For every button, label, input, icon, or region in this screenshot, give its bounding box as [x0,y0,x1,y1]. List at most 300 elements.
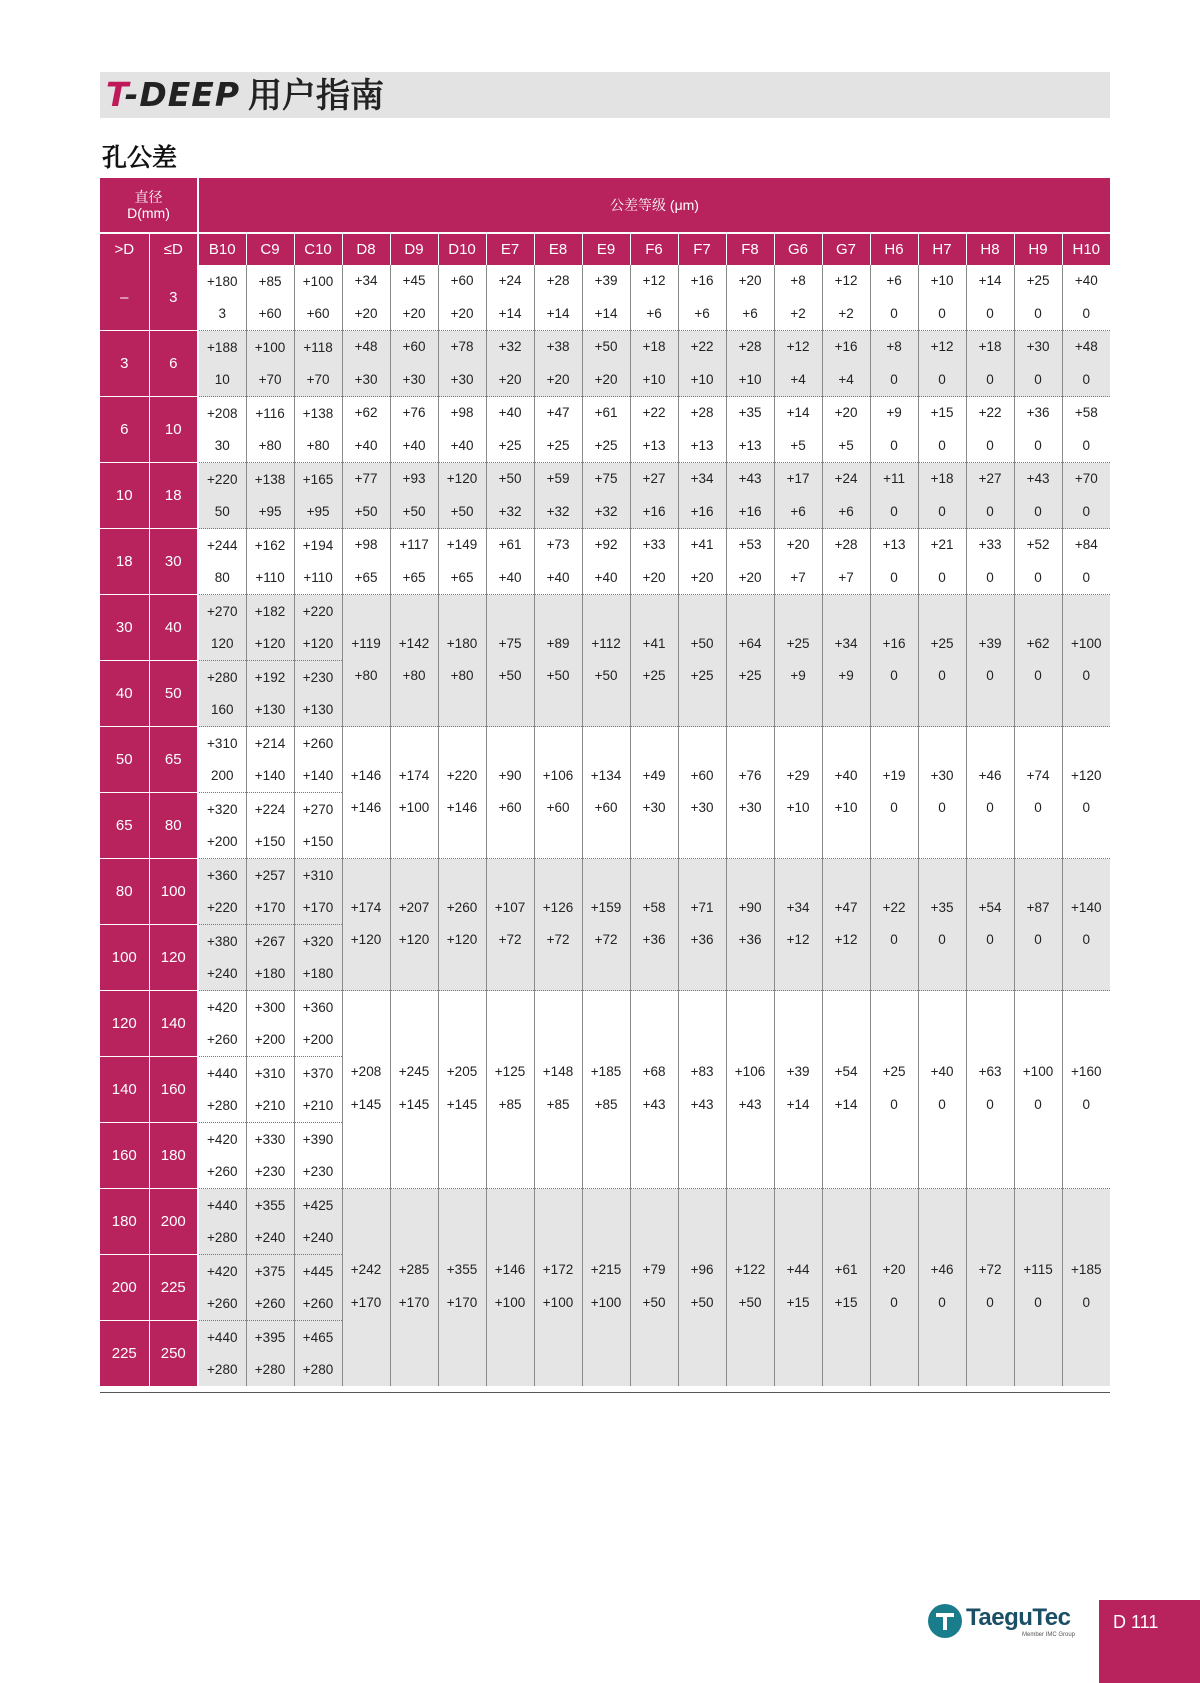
cell-e8 [534,265,582,331]
cell-e9 [582,727,630,859]
lower-dev: +25 [690,668,714,683]
grade-f8: F8 [726,233,774,265]
cell-g7 [822,859,870,991]
cell-c10: +110 [294,562,342,595]
lower-dev: +120 [350,932,382,947]
upper-dev: +40 [930,1064,954,1079]
upper-dev: +100 [1071,635,1102,651]
lower-dev: +6 [790,503,806,519]
upper-dev: +40 [1074,273,1098,288]
lower-dev: +43 [690,1096,714,1112]
cell-h8 [966,397,1014,463]
range-to: 160 [149,1057,198,1123]
upper-dev: +64 [738,635,762,651]
cell-e9 [582,1189,630,1387]
range-from: 3 [100,331,149,397]
lower-dev: +20 [354,305,378,321]
lower-dev: +36 [738,932,762,947]
cell-d8 [342,991,390,1189]
cell-d9 [390,859,438,991]
range-to: 3 [149,265,198,331]
lower-dev: 0 [890,800,898,815]
cell-b10: +260 [198,1156,246,1189]
upper-dev: +19 [882,767,906,783]
cell-b10: 160 [198,694,246,727]
lower-dev: 0 [986,371,994,387]
cell-h8 [966,331,1014,397]
lower-dev: 0 [1082,437,1091,453]
lower-dev: +9 [838,668,854,683]
cell-c9: +192 [246,661,294,694]
cell-h9 [1014,265,1062,331]
lower-dev: +7 [790,569,806,585]
upper-dev: +180 [446,635,478,651]
cell-f7 [678,859,726,991]
range-from: 160 [100,1123,149,1189]
upper-dev: +71 [690,899,714,915]
page-number: D 111 [1113,1612,1159,1632]
cell-d9 [390,991,438,1189]
cell-c9: +200 [246,1024,294,1057]
cell-h10 [1062,859,1110,991]
lower-dev: +7 [838,569,854,585]
grade-g7: G7 [822,233,870,265]
lower-dev: +40 [594,569,618,585]
upper-dev: +12 [786,339,810,354]
upper-dev: +25 [882,1064,906,1079]
lower-dev: +85 [594,1096,618,1112]
lower-dev: +12 [786,932,810,947]
cell-d9 [390,1189,438,1387]
cell-f8 [726,727,774,859]
upper-dev: +40 [498,405,522,420]
upper-dev: +22 [690,339,714,354]
taegutec-mark-icon [928,1604,962,1638]
upper-dev: +117 [399,537,429,552]
cell-c10: +360 [294,991,342,1024]
upper-dev: +96 [690,1262,714,1277]
lower-dev: +10 [834,800,858,815]
cell-c10: +118 [294,331,342,364]
cell-h10 [1062,1189,1110,1387]
cell-c10: +130 [294,694,342,727]
range-to: 120 [149,925,198,991]
table-row [100,727,1110,760]
cell-d10 [438,397,486,463]
cell-d8 [342,397,390,463]
cell-c9: +224 [246,793,294,826]
lower-dev: 0 [890,1294,898,1310]
cell-h7 [918,331,966,397]
lower-dev: +80 [354,668,378,683]
cell-h7 [918,1189,966,1387]
cell-h9 [1014,1189,1062,1387]
upper-dev: +48 [1074,339,1098,354]
lower-dev: +6 [742,305,758,321]
grade-c9: C9 [246,233,294,265]
lower-dev: 0 [1034,1294,1042,1310]
lower-dev: 0 [1082,1294,1091,1310]
cell-b10: +310 [198,727,246,760]
upper-dev: +43 [738,471,762,486]
cell-c9: +150 [246,826,294,859]
range-from: 225 [100,1321,149,1387]
table-row [100,397,1110,430]
cell-h6 [870,727,918,859]
cell-e9 [582,331,630,397]
cell-b10: 120 [198,628,246,661]
range-from: 6 [100,397,149,463]
lower-dev: 0 [1034,437,1042,453]
upper-dev: +205 [446,1064,478,1079]
range-to: 18 [149,463,198,529]
upper-dev: +22 [978,405,1002,420]
lower-dev: +15 [786,1294,810,1310]
upper-dev: +38 [546,339,570,354]
upper-dev: +9 [886,405,902,420]
upper-dev: +54 [834,1064,858,1079]
upper-dev: +27 [642,471,666,486]
cell-f8 [726,397,774,463]
upper-dev: +76 [402,405,426,420]
lower-dev: 0 [938,1294,946,1310]
lower-dev: 0 [1034,305,1042,321]
cell-d8 [342,1189,390,1387]
lower-dev: +16 [738,503,762,519]
cell-e8 [534,463,582,529]
range-from: 40 [100,661,149,727]
upper-dev: +126 [542,899,574,915]
upper-dev: +90 [498,767,522,783]
lower-dev: +120 [446,932,478,947]
upper-dev: +58 [642,899,666,915]
lower-dev: +10 [690,371,714,387]
cell-c9: +375 [246,1255,294,1288]
cell-f8 [726,1189,774,1387]
range-from: 10 [100,463,149,529]
cell-e7 [486,397,534,463]
lower-dev: 0 [986,668,994,683]
cell-g7 [822,727,870,859]
guide-title: 用户指南 [248,76,384,116]
cell-f6 [630,1189,678,1387]
cell-c9: +60 [246,298,294,331]
cell-c10: +280 [294,1354,342,1387]
upper-dev: +52 [1026,537,1050,552]
lower-dev: 0 [1034,371,1042,387]
lower-dev: 0 [938,305,946,321]
upper-dev: +8 [886,339,902,354]
cell-f7 [678,1189,726,1387]
cell-c9: +162 [246,529,294,562]
lower-dev: +65 [450,569,474,585]
upper-dev: +112 [591,635,621,651]
logo-text: TaeguTec [966,1604,1071,1631]
cell-c10: +194 [294,529,342,562]
lower-dev: 0 [986,503,994,519]
lower-dev: +2 [838,305,854,321]
lower-dev: +6 [838,503,854,519]
col-le-header: ≤D [149,233,198,265]
upper-dev: +119 [351,635,381,651]
table-row [100,859,1110,892]
cell-g6 [774,397,822,463]
lower-dev: 0 [1034,932,1042,947]
cell-h9 [1014,529,1062,595]
cell-d10 [438,265,486,331]
cell-d9 [390,265,438,331]
upper-dev: +30 [930,767,954,783]
lower-dev: +170 [446,1294,478,1310]
upper-dev: +39 [594,273,618,288]
upper-dev: +16 [882,635,906,651]
cell-f6 [630,595,678,727]
upper-dev: +28 [738,339,762,354]
upper-dev: +44 [786,1262,810,1277]
lower-dev: +145 [398,1096,430,1112]
cell-f6 [630,529,678,595]
lower-dev: +72 [498,932,522,947]
upper-dev: +20 [882,1262,906,1277]
grade-e8: E8 [534,233,582,265]
cell-h7 [918,727,966,859]
cell-b10: +420 [198,1123,246,1156]
table-row [100,463,1110,496]
upper-dev: +47 [834,899,858,915]
grade-f7: F7 [678,233,726,265]
taegutec-logo [928,1602,1078,1642]
cell-b10: +360 [198,859,246,892]
lower-dev: +36 [642,932,666,947]
cell-c10: +260 [294,727,342,760]
upper-dev: +100 [1022,1064,1054,1079]
upper-dev: +20 [738,273,762,288]
lower-dev: +60 [594,800,618,815]
cell-f7 [678,331,726,397]
upper-dev: +260 [446,899,478,915]
upper-dev: +120 [446,471,478,486]
upper-dev: +79 [642,1262,666,1277]
cell-h8 [966,265,1014,331]
cell-g6 [774,991,822,1189]
range-from: 65 [100,793,149,859]
range-from: 120 [100,991,149,1057]
lower-dev: +50 [642,1294,666,1310]
cell-h7 [918,595,966,727]
cell-h8 [966,1189,1014,1387]
range-to: 200 [149,1189,198,1255]
upper-dev: +22 [642,405,666,420]
upper-dev: +34 [690,471,714,486]
lower-dev: +50 [498,668,522,683]
cell-f7 [678,265,726,331]
upper-dev: +28 [690,405,714,420]
upper-dev: +18 [930,471,954,486]
cell-f8 [726,529,774,595]
lower-dev: +14 [594,305,618,321]
grade-h9: H9 [1014,233,1062,265]
lower-dev: 0 [986,305,994,321]
upper-dev: +140 [1071,899,1102,915]
cell-g6 [774,859,822,991]
lower-dev: +100 [494,1294,526,1310]
cell-h8 [966,991,1014,1189]
upper-dev: +60 [402,339,426,354]
cell-e8 [534,727,582,859]
lower-dev: +43 [738,1096,762,1112]
cell-c9: +267 [246,925,294,958]
upper-dev: +28 [546,273,570,288]
cell-h10 [1062,991,1110,1189]
cell-b10: +180 [198,265,246,298]
cell-h10 [1062,463,1110,529]
cell-c9: +210 [246,1090,294,1123]
lower-dev: +16 [642,503,666,519]
lower-dev: 0 [890,503,898,519]
lower-dev: +30 [402,371,426,387]
cell-g7 [822,331,870,397]
cell-c10: +200 [294,1024,342,1057]
range-to: 180 [149,1123,198,1189]
cell-h9 [1014,595,1062,727]
cell-h7 [918,529,966,595]
upper-dev: +90 [738,899,762,915]
cell-e9 [582,595,630,727]
lower-dev: 0 [890,305,898,321]
cell-h9 [1014,397,1062,463]
lower-dev: +60 [498,800,522,815]
upper-dev: +106 [542,767,574,783]
cell-c9: +116 [246,397,294,430]
upper-dev: +355 [446,1262,478,1277]
lower-dev: 0 [1082,668,1091,683]
upper-dev: +72 [978,1262,1002,1277]
upper-dev: +46 [930,1262,954,1277]
cell-c10: +180 [294,958,342,991]
cell-c9: +130 [246,694,294,727]
range-to: 80 [149,793,198,859]
range-to: 6 [149,331,198,397]
cell-e9 [582,859,630,991]
cell-f7 [678,529,726,595]
cell-e8 [534,1189,582,1387]
cell-d10 [438,727,486,859]
upper-dev: +36 [1026,405,1050,420]
grade-g6: G6 [774,233,822,265]
cell-h7 [918,463,966,529]
lower-dev: +20 [546,371,570,387]
cell-c10: +390 [294,1123,342,1156]
cell-d9 [390,529,438,595]
cell-g6 [774,727,822,859]
upper-dev: +83 [690,1064,714,1079]
cell-d9 [390,397,438,463]
lower-dev: 0 [1034,1096,1042,1112]
range-to: 140 [149,991,198,1057]
lower-dev: +85 [498,1096,522,1112]
cell-b10: +280 [198,1222,246,1255]
upper-dev: +47 [546,405,570,420]
lower-dev: +72 [594,932,618,947]
upper-dev: +17 [786,471,810,486]
upper-dev: +245 [398,1064,430,1079]
grade-e7: E7 [486,233,534,265]
cell-g6 [774,1189,822,1387]
cell-f7 [678,397,726,463]
grade-header: 公差等级 (μm) [198,178,1110,233]
cell-c10: +140 [294,760,342,793]
grade-f6: F6 [630,233,678,265]
lower-dev: +36 [690,932,714,947]
lower-dev: +65 [354,569,378,585]
cell-g6 [774,463,822,529]
upper-dev: +41 [690,537,714,552]
grade-b10: B10 [198,233,246,265]
range-to: 50 [149,661,198,727]
lower-dev: +13 [738,437,762,453]
cell-e7 [486,859,534,991]
cell-h8 [966,727,1014,859]
cell-c9: +280 [246,1354,294,1387]
lower-dev: +40 [450,437,474,453]
lower-dev: 0 [938,800,946,815]
cell-b10: +200 [198,826,246,859]
upper-dev: +30 [1026,339,1050,354]
lower-dev: +40 [546,569,570,585]
table-row [100,529,1110,562]
lower-dev: +80 [450,668,474,683]
cell-c9: +95 [246,496,294,529]
upper-dev: +159 [590,899,622,915]
cell-h6 [870,991,918,1189]
lower-dev: 0 [986,569,994,585]
cell-h10 [1062,595,1110,727]
grade-h6: H6 [870,233,918,265]
lower-dev: +25 [594,437,618,453]
cell-b10: +208 [198,397,246,430]
cell-d8 [342,463,390,529]
cell-c9: +310 [246,1057,294,1090]
upper-dev: +59 [546,471,570,486]
upper-dev: +70 [1074,471,1098,486]
cell-f7 [678,727,726,859]
cell-c10: +100 [294,265,342,298]
upper-dev: +12 [834,273,858,288]
upper-dev: +75 [594,471,618,486]
upper-dev: +172 [542,1262,574,1277]
lower-dev: +6 [694,305,710,321]
cell-b10: +188 [198,331,246,364]
cell-d9 [390,727,438,859]
range-to: 65 [149,727,198,793]
cell-d8 [342,727,390,859]
table-row [100,331,1110,364]
cell-c9: +138 [246,463,294,496]
upper-dev: +25 [1026,273,1050,288]
cell-d10 [438,331,486,397]
lower-dev: +25 [498,437,522,453]
upper-dev: +285 [398,1262,430,1277]
cell-c9: +355 [246,1189,294,1222]
cell-c10: +425 [294,1189,342,1222]
upper-dev: +134 [590,767,622,783]
cell-c10: +310 [294,859,342,892]
cell-c9: +120 [246,628,294,661]
range-to: 10 [149,397,198,463]
upper-dev: +62 [1026,635,1050,651]
cell-b10: +220 [198,892,246,925]
lower-dev: +20 [402,305,426,321]
